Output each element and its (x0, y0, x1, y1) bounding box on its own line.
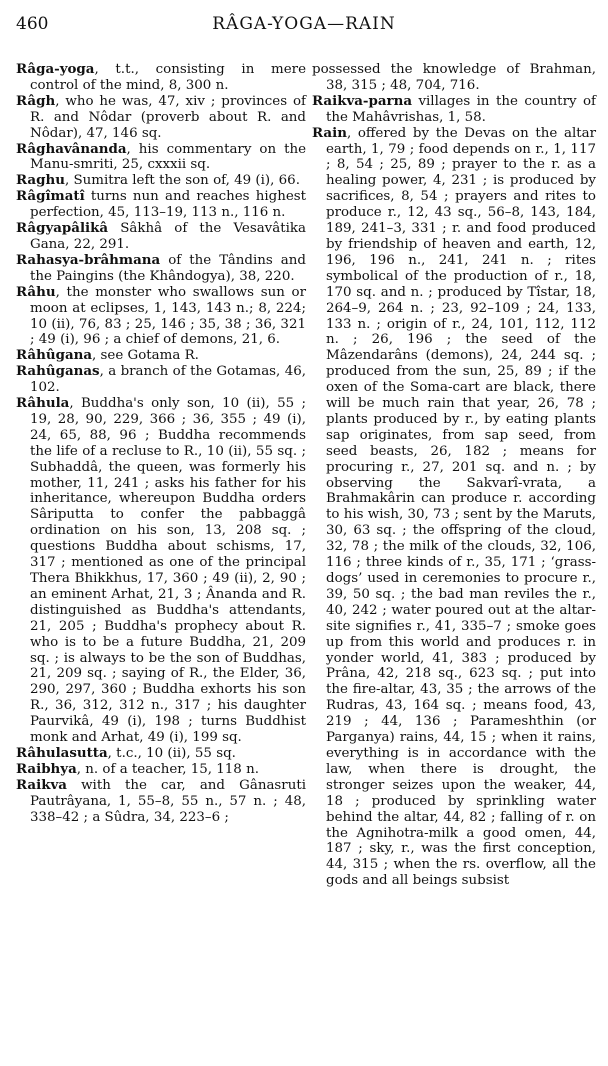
index-entry (16, 348, 306, 364)
index-entry (16, 173, 306, 189)
entry-headword: Raikva (16, 776, 67, 793)
entry-headword: Rahasya-brâhmana (16, 251, 161, 268)
index-entry (16, 746, 306, 762)
index-entry (16, 762, 306, 778)
entry-references: , who he was, 47, xiv ; provinces of R. and Nôdar (proverb about R. and Nôdar), 47, 146 sq. (30, 93, 306, 141)
entry-references: , see Gotama R. (92, 348, 199, 364)
entry-headword: Râhu (16, 283, 56, 300)
entry-headword: Raibhya (16, 760, 77, 777)
entry-references: , t.c., 10 (ii), 55 sq. (107, 745, 236, 761)
entry-headword: Râghavânanda (16, 140, 127, 157)
entry-headword: Râhula (16, 395, 70, 412)
index-entry (16, 253, 306, 285)
entry-headword: Raikva-parna (312, 92, 412, 109)
index-entry (16, 189, 306, 221)
entry-references: , t.t., consisting in mere control of the mind, 8, 300 n. (30, 62, 306, 93)
index-entry (16, 396, 306, 746)
running-head: RÂGA-YOGA—RAIN (212, 14, 396, 34)
index-entry (312, 62, 596, 94)
entry-headword: Râgîmatî (16, 188, 85, 205)
index-entry (16, 142, 306, 174)
entry-references: , Buddha's only son, 10 (ii), 55 ; 19, 28, 90, 229, 366 ; 36, 355 ; 49 (i), 24, 65, 88, 96 ; Buddha recommends the life of a recluse to R., 10 (ii), 55 sq. ; Subhaddâ, the queen, was formerly his mother, 11, 241 ; asks his father for his inheritance, whereupon Buddha orders Sâriputta to confer the pabbaggâ ordination on his son, 13, 208 sq. ; questions Buddha about schisms, 17, 317 ; mentioned as one of the principal Thera Bhikkhus, 17, 360 ; 49 (ii), 2, 90 ; an eminent Arhat, 21, 3 ; Ânanda and R. distinguished as Buddha's attendants, 21, 205 ; Buddha's prophecy about R. who is to be a future Buddha, 21, 209 sq. ; is always to be the son of Buddhas, 21, 209 sq. ; saying of R., the Elder, 36, 290, 297, 360 ; Buddha exhorts his son R., 36, 312, 312 n., 317 ; his daughter Paurvikâ, 49 (i), 198 ; turns Buddhist monk and Arhat, 49 (i), 199 sq. (30, 396, 306, 746)
entry-references: with the car, and Gânasruti Pautrâyana, 1, 55–8, 55 n., 57 n. ; 48, 338–42 ; a Sûdra, 34, 223–6 ; (30, 777, 306, 825)
entry-references: , offered by the Devas on the altar earth, 1, 79 ; food depends on r., 1, 117 ; 8, 54 ; 25, 89 ; prayer to the r. as a healing power, 4, 231 ; is produced by sacrifices, 8, 54 ; prayers and rites to produce r., 12, 43 sq., 56–8, 143, 184, 189, 241–3, 331 ; r. and food produced by friendship of heaven and earth, 12, 196, 196 n., 241, 241 n. ; rites symbolical of the production of r., 18, 170 sq. and n. ; produced by Tîstar, 18, 264–9, 264 n. ; 23, 92–109 ; 24, 133, 133 n. ; origin of r., 24, 101, 112, 112 n. ; 26, 196 ; the seed of the Mâzendarâns (demons), 24, 244 sq. ; produced from the sun, 25, 89 ; if the oxen of the Soma-cart are black, there will be much rain that year, 26, 78 ; plants produced by r., by eating plants sap originates, from sap seed, from seed beasts, 26, 182 ; means for procuring r., 27, 201 sq. and n. ; by observing the Sakvarî-vrata, a Brahmakârin can produce r. according to his wish, 30, 73 ; sent by the Maruts, 30, 63 sq. ; the offspring of the cloud, 32, 78 ; the milk of the clouds, 32, 106, 116 ; three kinds of r., 35, 171 ; ‘grass-dogs’ used in ceremonies to procure r., 39, 50 sq. ; the bad man reviles the r., 40, 242 ; water poured out at the altar-site signifies r., 41, 335–7 ; smoke goes up from this world and produces r. in yonder world, 41, 383 ; produced by Prâna, 42, 218 sq., 623 sq. ; put into the fire-altar, 43, 35 ; the arrows of the Rudras, 43, 164 sq. ; means food, 43, 219 ; 44, 136 ; Parameshthin (or Parganya) rains, 44, 15 ; when it rains, everything is in accordance with the law, when there is drought, the stronger seizes upon the weaker, 44, 18 ; produced by sprinkling water behind the altar, 44, 82 ; falling of r. on the Agnihotra-milk a good omen, 44, 187 ; sky, r., was the first conception, 44, 315 ; when the rs. overflow, all the gods and all beings subsist (326, 125, 596, 889)
page-number: 460 (16, 14, 49, 34)
page-header (16, 14, 592, 36)
index-entry (16, 778, 306, 826)
entry-headword: Râgyapâlikâ (16, 220, 109, 237)
entry-references: , n. of a teacher, 15, 118 n. (76, 761, 259, 777)
entry-references: , Sumitra left the son of, 49 (i), 66. (64, 173, 300, 189)
entry-references: , a branch of the Gotamas, 46, 102. (30, 364, 306, 396)
entry-references: villages in the country of the Mahâvrishas, 1, 58. (326, 93, 596, 125)
entry-headword: Râgh (16, 92, 56, 109)
entry-references: Sâkhâ of the Vesavâtika Gana, 22, 291. (30, 221, 306, 252)
entry-headword: Râga-yoga (16, 61, 95, 77)
right-column (312, 62, 596, 889)
index-entry (16, 221, 306, 253)
index-entry (16, 364, 306, 396)
index-entry (312, 126, 596, 890)
left-column (16, 62, 306, 826)
entry-headword: Rain (312, 124, 347, 141)
entry-references: of the Tândins and the Paingins (the Khândogya), 38, 220. (30, 252, 306, 284)
entry-headword: Rahûganas (16, 363, 100, 380)
index-entry (312, 94, 596, 126)
entry-headword: Raghu (16, 172, 65, 189)
index-entry (16, 285, 306, 349)
entry-references: turns nun and reaches highest perfection, 45, 113–19, 113 n., 116 n. (30, 189, 306, 221)
entry-references: possessed the knowledge of Brahman, 38, 315 ; 48, 704, 716. (312, 62, 596, 93)
entry-headword: Râhulasutta (16, 744, 108, 761)
index-entry (16, 94, 306, 142)
index-entry (16, 62, 306, 94)
entry-references: , his commentary on the Manu-smriti, 25, cxxxii sq. (30, 141, 306, 173)
entry-references: , the monster who swallows sun or moon at eclipses, 1, 143, 143 n.; 8, 224; 10 (ii), 76, 83 ; 25, 146 ; 35, 38 ; 36, 321 ; 49 (i), 96 ; a chief of demons, 21, 6. (30, 284, 306, 348)
entry-headword: Râhûgana (16, 347, 93, 364)
